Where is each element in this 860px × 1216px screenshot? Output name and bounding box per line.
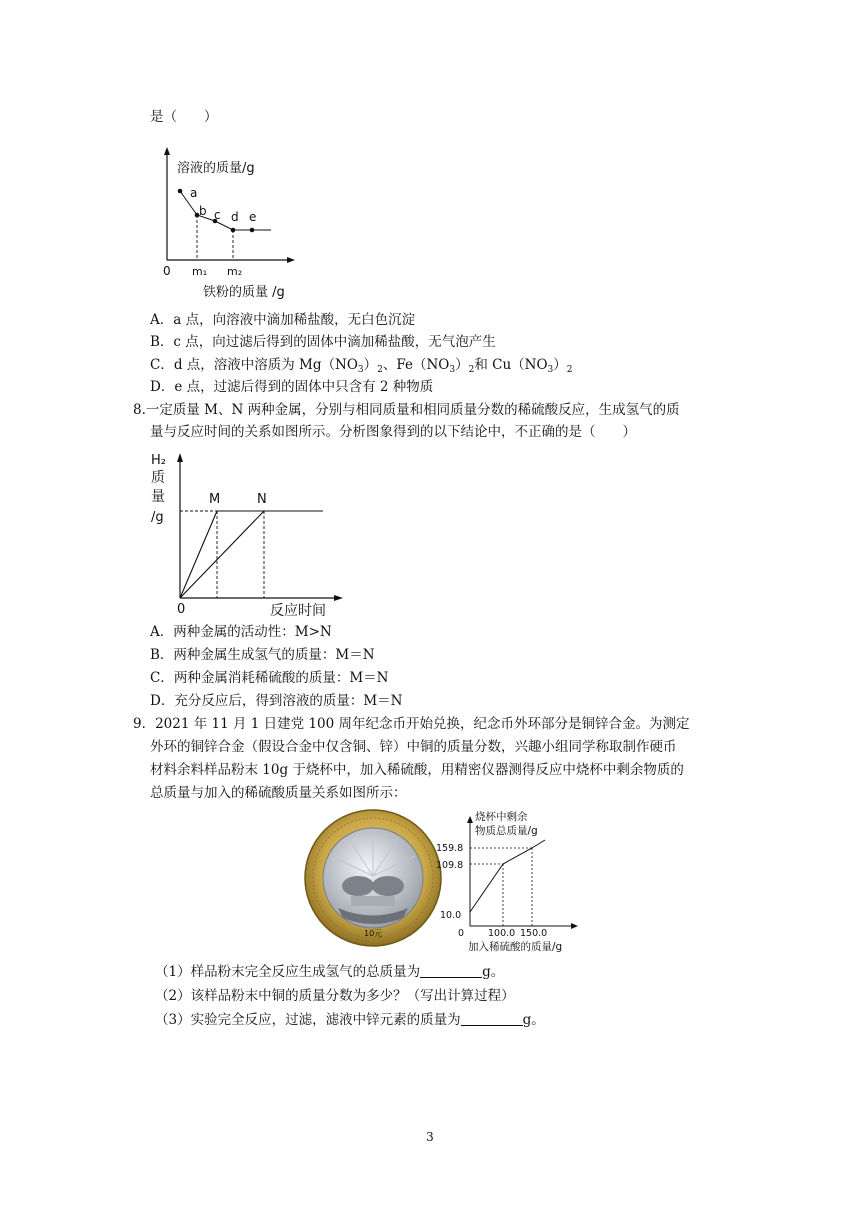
q9-coin-image (303, 808, 443, 948)
q8-y-label-3: /g (151, 510, 164, 525)
q7-tick-m1: m₁ (192, 265, 208, 278)
q8-option-d: D．充分反应后，得到溶液的质量：M＝N (150, 693, 403, 709)
q9-x-tick-100: 100.0 (488, 928, 516, 939)
q7-option-a: A．a 点，向溶液中滴加稀盐酸，无白色沉淀 (150, 312, 416, 328)
q8-x-axis-label: 反应时间 (270, 603, 326, 619)
q7-tick-m2: m₂ (227, 265, 243, 278)
q9-sub1: （1）样品粉末完全反应生成氢气的总质量为 g。 (155, 964, 505, 980)
q8-chart (145, 450, 345, 620)
q9-stem-line3: 材料余料样品粉末 10g 于烧杯中，加入稀硫酸，用精密仪器测得反应中烧杯中剩余物质的 (150, 762, 684, 778)
q9-y-tick-159-8: 159.8 (436, 843, 464, 854)
q9-sub1-answer-blank[interactable] (420, 963, 482, 978)
q9-sub3-answer-blank[interactable] (461, 1011, 523, 1026)
q8-stem-line2: 量与反应时间的关系如图所示。分析图象得到的以下结论中，不正确的是（ ） (150, 424, 636, 440)
q7-point-b: b (199, 204, 207, 218)
q9-y-tick-109-8: 109.8 (436, 860, 464, 871)
q8-series-m: M (209, 492, 221, 507)
q8-origin: 0 (177, 602, 186, 617)
q7-point-a: a (190, 186, 198, 200)
q7-origin: 0 (163, 264, 171, 278)
q9-x-tick-0: 0 (458, 928, 465, 939)
q7-y-axis-label: 溶液的质量/g (177, 161, 255, 176)
q8-y-label-h2: H₂ (151, 453, 166, 468)
page-number: 3 (426, 1130, 434, 1144)
q8-stem-line1: 8.一定质量 M、N 两种金属，分别与相同质量和相同质量分数的稀硫酸反应，生成氢气的质 (133, 402, 680, 418)
q8-option-c: C．两种金属消耗稀硫酸的质量：M＝N (150, 670, 389, 686)
q9-x-axis-label: 加入稀硫酸的质量/g (468, 941, 563, 953)
q7-x-axis-label: 铁粉的质量 /g (203, 285, 285, 300)
q9-coin-denomination: 10元 (364, 929, 383, 938)
q7-point-d: d (231, 210, 239, 224)
q8-series-n: N (257, 492, 267, 507)
q9-y-tick-10-0: 10.0 (440, 910, 462, 921)
q8-y-label-1: 质 (151, 470, 165, 486)
q9-y-label-line2: 物质总质量/g (475, 825, 538, 837)
q7-option-c: C．d 点，溶液中溶质为 $Mg(NO_3)_2$、$Fe(NO_3)_2$和 $Cu(NO_3)_2$ (150, 357, 573, 375)
q9-stem-line1: 9．2021 年 11 月 1 日建党 100 周年纪念币开始兑换，纪念币外环部分是铜锌合金。为测定 (133, 716, 690, 732)
q9-stem-line4: 总质量与加入的稀硫酸质量关系如图所示： (150, 785, 407, 801)
q7-option-d: D．e 点，过滤后得到的固体中只含有 2 种物质 (150, 379, 434, 395)
q7-chart (155, 145, 300, 305)
q9-y-label-line1: 烧杯中剩余 (475, 811, 528, 823)
q7-point-e: e (249, 210, 257, 224)
q9-chart (430, 808, 590, 956)
q7-stem-tail: 是（ ） (150, 109, 218, 125)
q8-option-b: B．两种金属生成氢气的质量：M＝N (150, 647, 375, 663)
q7-point-c: c (214, 208, 221, 222)
q9-stem-line2: 外环的铜锌合金（假设合金中仅含铜、锌）中铜的质量分数，兴趣小组同学称取制作硬币 (150, 739, 677, 755)
q7-option-b: B．c 点，向过滤后得到的固体中滴加稀盐酸，无气泡产生 (150, 334, 496, 350)
q8-y-label-2: 量 (151, 489, 165, 505)
q9-sub3: （3）实验完全反应，过滤，滤液中锌元素的质量为 g。 (155, 1012, 545, 1028)
q9-sub2: （2）该样品粉末中铜的质量分数为多少？（写出计算过程） (155, 988, 515, 1004)
q9-x-tick-150: 150.0 (520, 928, 548, 939)
q8-option-a: A．两种金属的活动性：M>N (150, 624, 332, 640)
